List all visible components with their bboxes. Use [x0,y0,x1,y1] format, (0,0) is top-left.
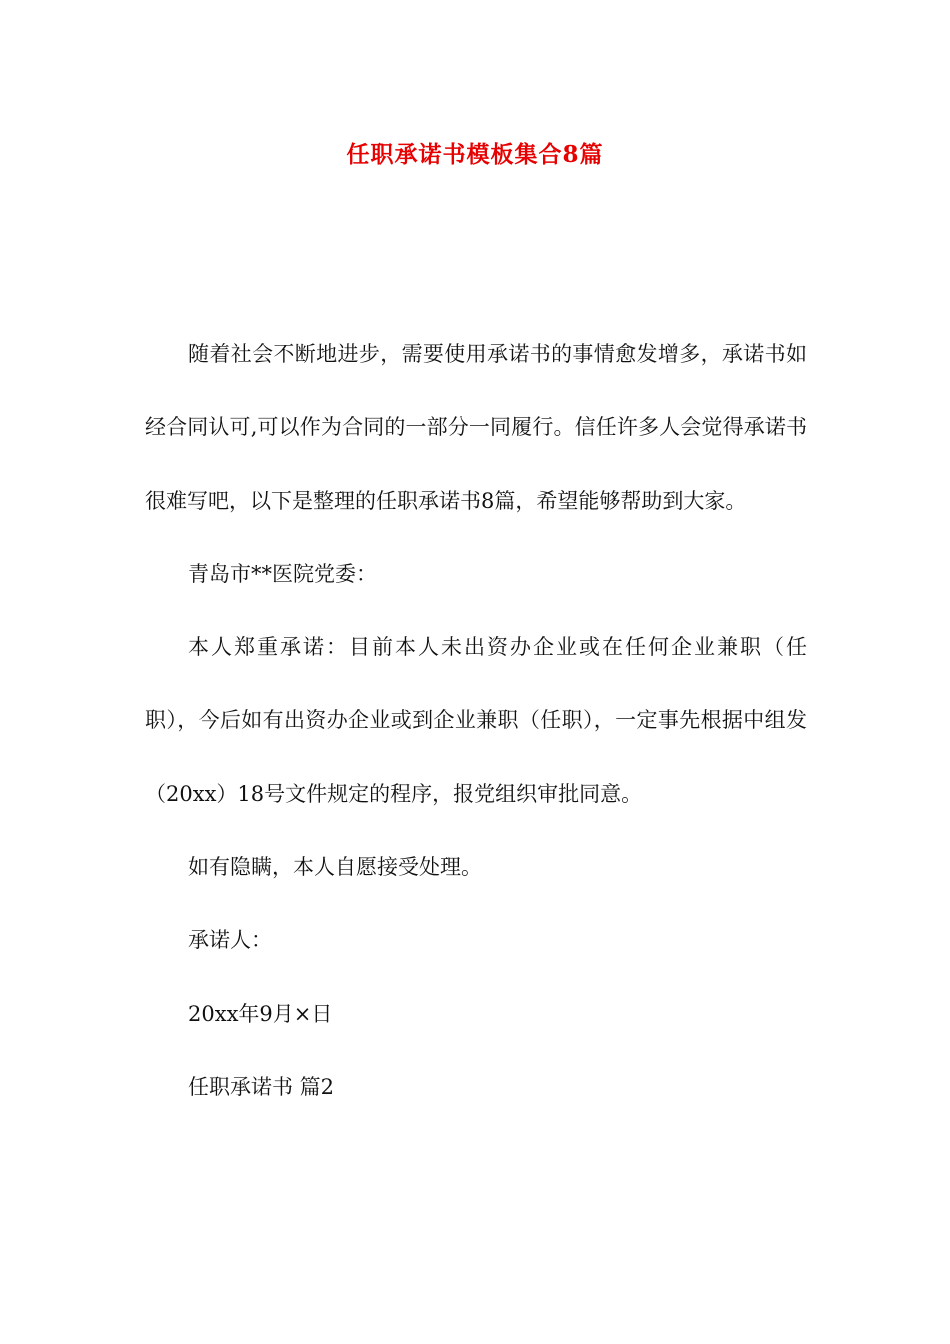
section-heading: 任职承诺书 篇2 [188,1074,335,1099]
date-line: 20xx年9月×日 [188,1001,333,1026]
commitment-paragraph: 本人郑重承诺：目前本人未出资办企业或在任何企业兼职（任职），今后如有出资办企业或到企业兼职（任职），一定事先根据中组发（20xx）18号文件规定的程序，报党组织审批同意。 [145,635,807,806]
document-title: 任职承诺书模板集合8篇 [346,141,604,168]
salutation: 青岛市**医院党委： [188,561,377,586]
signatory-line: 承诺人： [188,928,272,953]
document-body [145,318,807,1124]
concealment-paragraph: 如有隐瞒，本人自愿接受处理。 [188,855,482,880]
intro-paragraph: 随着社会不断地进步，需要使用承诺书的事情愈发增多，承诺书如经合同认可,可以作为合同的一部分一同履行。信任许多人会觉得承诺书很难写吧，以下是整理的任职承诺书8篇，希望能够帮助到大家。 [145,342,807,513]
